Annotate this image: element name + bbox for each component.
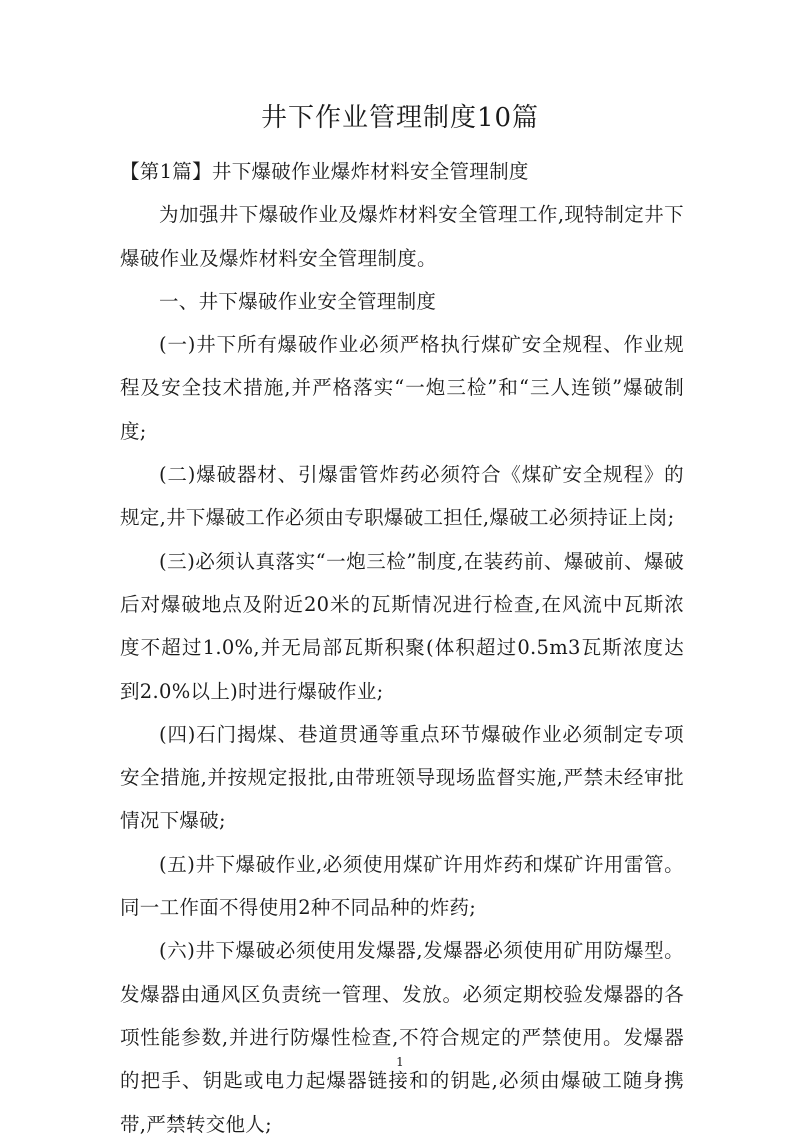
paragraph-item-5: (五)井下爆破作业,必须使用煤矿许用炸药和煤矿许用雷管。同一工作面不得使用2种不同品种的炸药; <box>120 852 684 920</box>
paragraph-item-4: (四)石门揭煤、巷道贯通等重点环节爆破作业必须制定专项安全措施,并按规定报批,由带班领导现场监督实施,严禁未经审批情况下爆破; <box>120 722 684 833</box>
section-heading: 一、井下爆破作业安全管理制度 <box>159 289 437 313</box>
page-number: 1 <box>396 1055 404 1069</box>
document-body <box>120 150 684 1146</box>
paragraph-item-3: (三)必须认真落实“一炮三检”制度,在装药前、爆破前、爆破后对爆破地点及附近20米的瓦斯情况进行检查,在风流中瓦斯浓度不超过1.0%,并无局部瓦斯积聚(体积超过0.5m3瓦斯浓度达到2.0%以上)时进行爆破作业; <box>120 549 684 703</box>
document-title: 井下作业管理制度10篇 <box>260 103 540 133</box>
paragraph-item-2: (二)爆破器材、引爆雷管炸药必须符合《煤矿安全规程》的规定,井下爆破工作必须由专职爆破工担任,爆破工必须持证上岗; <box>120 463 684 530</box>
chapter-heading: 【第1篇】井下爆破作业爆炸材料安全管理制度 <box>120 160 529 183</box>
paragraph-intro: 为加强井下爆破作业及爆炸材料安全管理工作,现特制定井下爆破作业及爆炸材料安全管理制度。 <box>120 203 684 270</box>
paragraph-item-6: (六)井下爆破必须使用发爆器,发爆器必须使用矿用防爆型。发爆器由通风区负责统一管理、发放。必须定期校验发爆器的各项性能参数,并进行防爆性检查,不符合规定的严禁使用。发爆器的把手、钥匙或电力起爆器链接和的钥匙,必须由爆破工随身携带,严禁转交他人; <box>120 939 684 1136</box>
paragraph-item-1: (一)井下所有爆破作业必须严格执行煤矿安全规程、作业规程及安全技术措施,并严格落实“一炮三检”和“三人连锁”爆破制度; <box>120 333 684 443</box>
